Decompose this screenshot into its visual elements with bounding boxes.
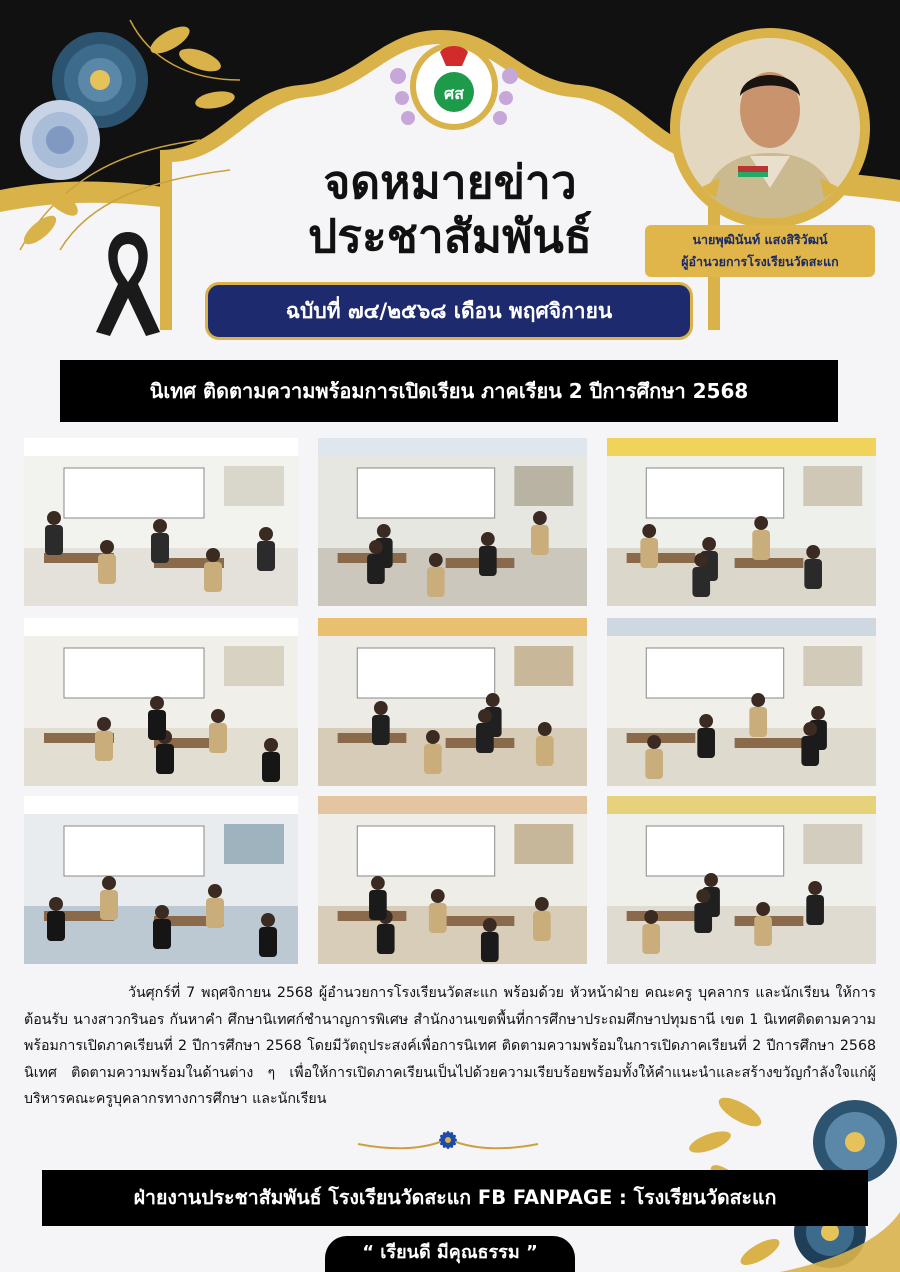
director-position: ผู้อำนวยการโรงเรียนวัดสะแก (681, 254, 839, 269)
photo-classroom-9 (607, 796, 876, 964)
photo-corridor-7 (24, 796, 298, 964)
director-name: นายพุฒินันท์ แสงสิริวัฒน์ (692, 232, 828, 247)
photo-classroom-1 (24, 438, 298, 606)
photo-classroom-3 (607, 438, 876, 606)
floral-decoration-top-left (0, 0, 250, 260)
photo-classroom-5 (318, 618, 587, 786)
photo-classroom-4 (24, 618, 298, 786)
divider-ornament (348, 1130, 548, 1154)
photo-classroom-8 (318, 796, 587, 964)
photo-classroom-2 (318, 438, 587, 606)
director-name-plate (645, 225, 875, 277)
svg-text:ศส: ศส (444, 84, 464, 103)
title-line-2: ประชาสัมพันธ์ (308, 209, 592, 263)
mourning-ribbon-icon (88, 222, 168, 342)
headline: นิเทศ ติดตามความพร้อมการเปิดเรียน ภาคเรียน 2 ปีการศึกษา 2568 (60, 360, 838, 422)
photo-grid (24, 438, 876, 964)
director-portrait (680, 38, 860, 218)
footer-bar: ฝ่ายงานประชาสัมพันธ์ โรงเรียนวัดสะแก FB FANPAGE : โรงเรียนวัดสะแก (42, 1170, 868, 1226)
issue-banner: ฉบับที่ ๗๔/๒๕๖๘ เดือน พฤศจิกายน (205, 282, 693, 340)
photo-classroom-6 (607, 618, 876, 786)
body-paragraph: วันศุกร์ที่ 7 พฤศจิกายน 2568 ผู้อำนวยการโรงเรียนวัดสะแก พร้อมด้วย หัวหน้าฝ่าย คณะครู บุคลากร และนักเรียน ให้การต้อนรับ นางสาวกรินอร กันหาคำ ศึกษานิเทศก์ชำนาญการพิเศษ สำนักงานเขตพื้นที่การศึกษาประถมศึกษาปทุมธานี เขต 1 นิเทศติดตามความพร้อมการเปิดภาคเรียนที่ 2 ปีการศึกษา 2568 โดยมีวัตถุประสงค์เพื่อการนิเทศ ติดตามความพร้อมในการเปิดภาคเรียนที่ 2 ปีการศึกษา 2568 นิเทศ ติดตามความพร้อมในด้านต่าง ๆ เพื่อให้การเปิดภาคเรียนเป็นไปด้วยความเรียบร้อยพร้อมทั้งให้คำแนะนำและสร้างขวัญกำลังใจแก่ผู้บริหารคณะครูบุคลากรทางการศึกษา และนักเรียน (24, 985, 876, 1107)
title-line-1: จดหมายข่าว (323, 155, 577, 209)
motto-badge: “ เรียนดี มีคุณธรรม ” (325, 1236, 575, 1272)
school-logo (388, 36, 520, 136)
